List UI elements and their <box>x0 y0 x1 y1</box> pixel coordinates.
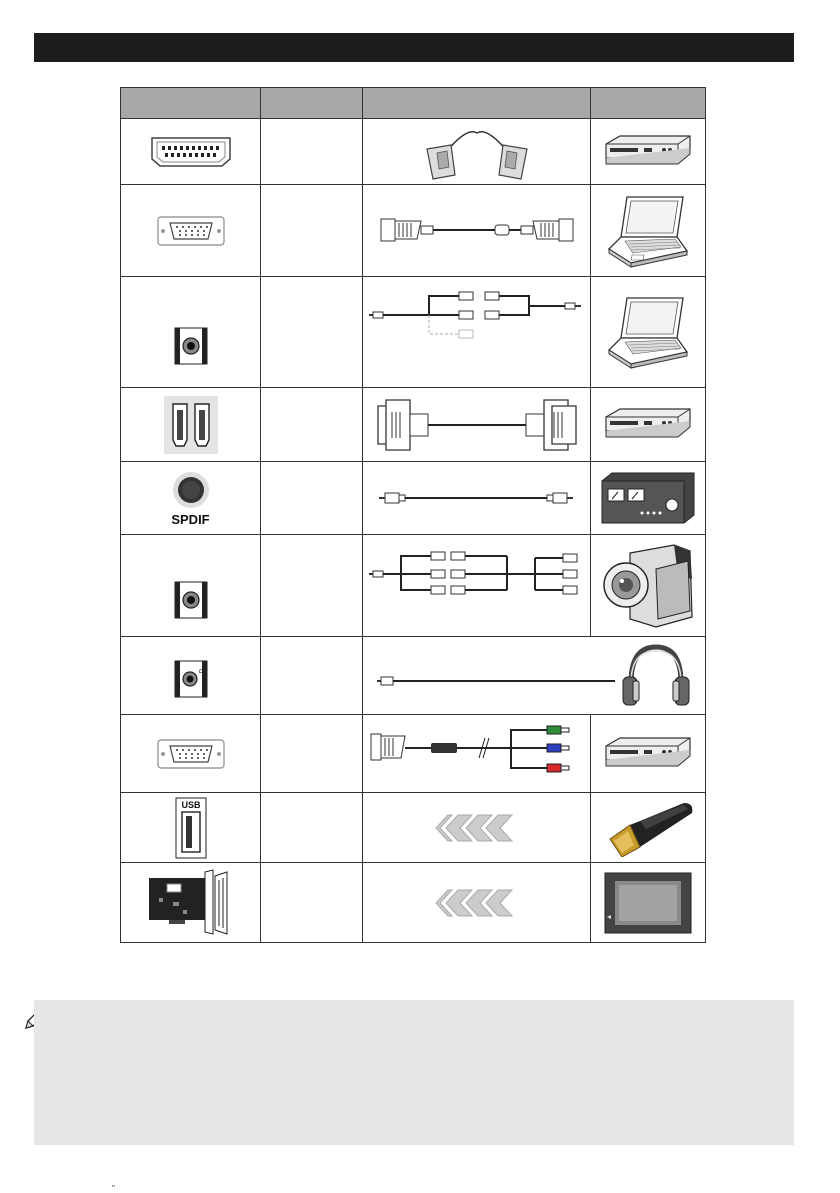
component-cable-icon <box>367 724 587 784</box>
vga-cable-icon <box>377 211 577 251</box>
dvd-player-icon <box>600 736 696 772</box>
port-cell <box>121 715 261 793</box>
port-cell <box>121 793 261 863</box>
amplifier-icon <box>598 471 698 525</box>
port-cell <box>121 119 261 185</box>
insert-arrows-icon <box>432 813 522 843</box>
type-cell <box>261 863 363 943</box>
table-row <box>121 185 706 277</box>
table-row <box>121 462 706 535</box>
laptop-icon <box>605 193 691 269</box>
audio-cable-icon <box>367 286 587 350</box>
device-cell <box>591 793 706 863</box>
port-cell <box>121 185 261 277</box>
connection-table <box>120 87 706 943</box>
headphone-cable-icon <box>377 671 617 691</box>
section-title <box>34 40 44 55</box>
cable-cell <box>363 715 591 793</box>
type-cell <box>261 715 363 793</box>
hdmi-ports-icon <box>164 396 218 454</box>
device-cell <box>591 535 706 637</box>
port-cell <box>121 277 261 388</box>
device-cell <box>591 185 706 277</box>
column-header-type <box>261 88 363 119</box>
headphones-icon <box>621 641 691 711</box>
spdif-port-icon <box>171 470 211 510</box>
insert-arrows-icon <box>432 888 522 918</box>
vga-port-icon <box>156 737 226 771</box>
cable-cell <box>363 863 591 943</box>
column-header-cables <box>363 88 591 119</box>
device-cell <box>591 277 706 388</box>
headphone-jack-icon <box>171 657 211 701</box>
table-header-row <box>121 88 706 119</box>
port-cell <box>121 863 261 943</box>
port-cell <box>121 535 261 637</box>
table-row <box>121 715 706 793</box>
device-cell <box>591 715 706 793</box>
port-cell <box>121 637 261 715</box>
type-cell <box>261 277 363 388</box>
column-header-device <box>591 88 706 119</box>
section-header-bar <box>34 33 794 62</box>
scart-cable-icon <box>407 123 547 181</box>
usb-port-icon <box>174 796 208 860</box>
cable-cell <box>363 793 591 863</box>
spdif-label: SPDIF <box>171 511 210 527</box>
hdmi-cable-icon <box>372 396 582 454</box>
type-cell <box>261 637 363 715</box>
cable-cell <box>363 277 591 388</box>
type-cell <box>261 793 363 863</box>
cam-module-icon <box>603 871 693 935</box>
cable-cell <box>363 462 591 535</box>
laptop-icon <box>605 294 691 370</box>
av-cable-icon <box>367 548 587 598</box>
cable-device-cell <box>363 637 706 715</box>
device-cell <box>591 119 706 185</box>
usb-label: USB <box>180 799 201 810</box>
ci-slot-icon <box>143 868 239 938</box>
av-jack-icon <box>171 578 211 622</box>
device-cell <box>591 863 706 943</box>
cable-cell <box>363 185 591 277</box>
device-cell <box>591 388 706 462</box>
column-header-connector <box>121 88 261 119</box>
type-cell <box>261 535 363 637</box>
table-row <box>121 535 706 637</box>
port-cell <box>121 462 261 535</box>
note-box <box>34 1000 794 1145</box>
port-cell <box>121 388 261 462</box>
camcorder-icon <box>600 539 696 633</box>
type-cell <box>261 462 363 535</box>
type-cell <box>261 388 363 462</box>
table-row <box>121 793 706 863</box>
dvd-player-icon <box>600 407 696 443</box>
footer-mark: " <box>112 1184 115 1193</box>
dvd-recorder-icon <box>600 134 696 170</box>
type-cell <box>261 185 363 277</box>
table-row <box>121 119 706 185</box>
type-cell <box>261 119 363 185</box>
table-row <box>121 863 706 943</box>
note-text <box>34 1000 794 1032</box>
usb-stick-icon <box>600 799 696 857</box>
audio-jack-icon <box>171 324 211 368</box>
vga-port-icon <box>156 214 226 248</box>
table-row <box>121 388 706 462</box>
scart-port-icon <box>148 135 234 169</box>
coaxial-cable-icon <box>377 486 577 510</box>
table-row <box>121 277 706 388</box>
device-cell <box>591 462 706 535</box>
table-row <box>121 637 706 715</box>
cable-cell <box>363 119 591 185</box>
svg-text:Ω: Ω <box>198 668 203 675</box>
cable-cell <box>363 535 591 637</box>
cable-cell <box>363 388 591 462</box>
